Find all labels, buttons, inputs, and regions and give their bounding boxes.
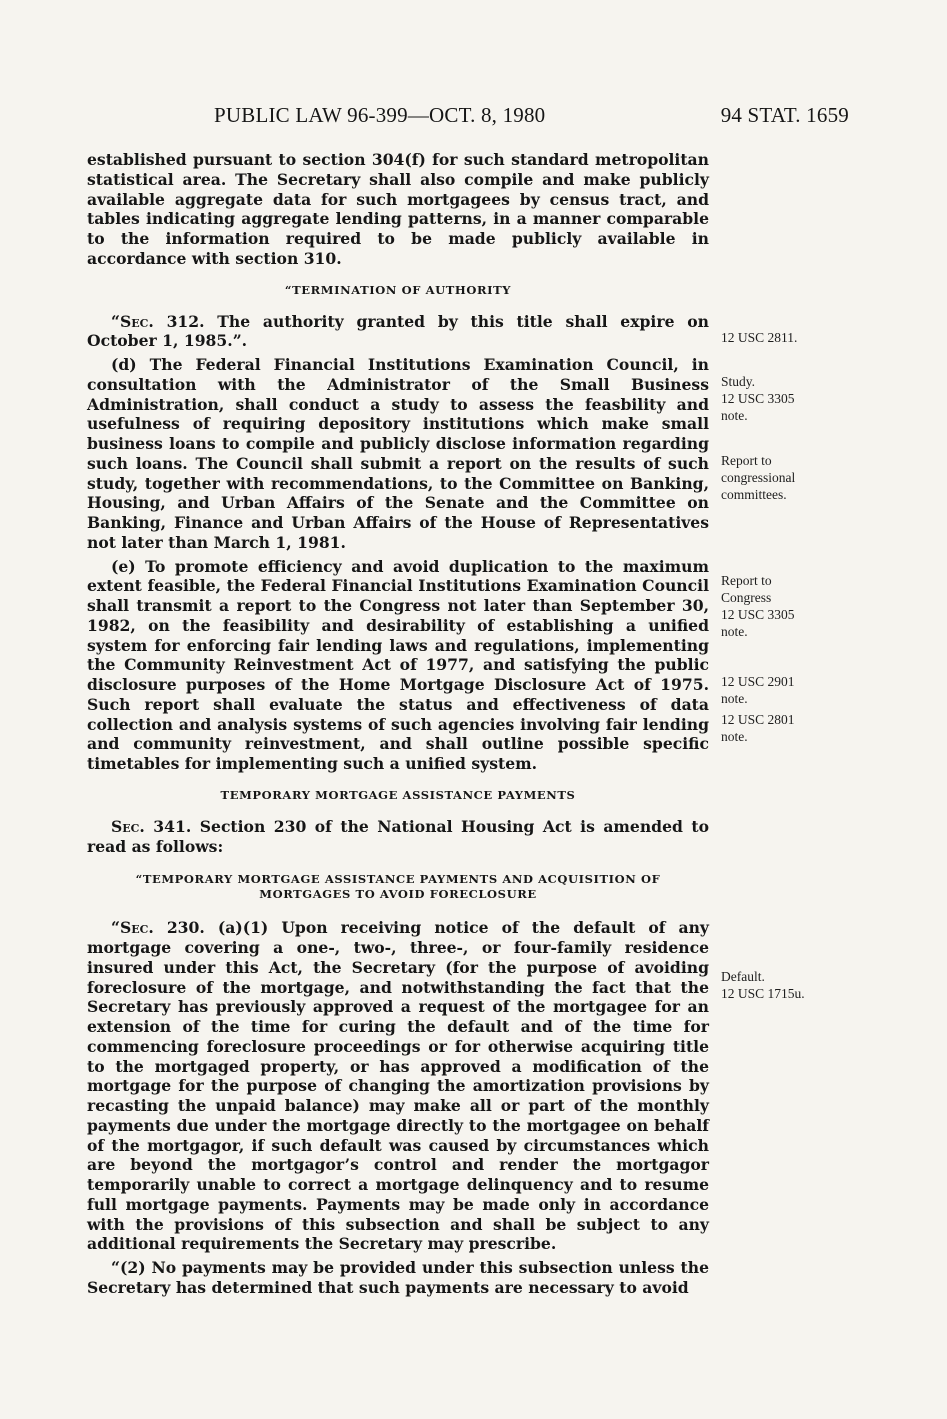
margin-note-line: note. (721, 691, 748, 706)
paragraph-text: 312. The authority granted by this title shall expire on October 1, 1985.”. (87, 311, 709, 351)
margin-note-12usc2901 (721, 673, 831, 707)
paragraph-sec-312 (87, 312, 709, 352)
margin-note-line: note. (721, 729, 748, 744)
margin-note-line: 12 USC 3305 (721, 607, 795, 622)
sec-label: Sec. (111, 816, 145, 836)
margin-note-report-committees (721, 452, 831, 503)
margin-note-line: Study. (721, 374, 756, 389)
paragraph-text: 341. Section 230 of the National Housing Act is amended to read as follows: (87, 816, 709, 856)
margin-note-line: note. (721, 624, 748, 639)
paragraph-d: (d) The Federal Financial Institutions Examination Council, in consultation with the Administrator of the Small Business Administration, shall conduct a study to assess the feasbility and usefulness of requiring depository institutions which make small business loans to compile and publicly disclose information regarding such loans. The Council shall submit a report on the results of such study, together with recommendations, to the Committee on Banking, Housing, and Urban Affairs of the Senate and the Committee on Banking, Finance and Urban Affairs of the House of Representatives not later than March 1, 1981. (87, 355, 709, 552)
paragraph-e: (e) To promote efficiency and avoid duplication to the maximum extent feasible, the Federal Financial Institutions Examination Council shall transmit a report to the Congress not later than September 30, 1982, on the feasibility and desirability of establishing a unified system for enforcing fair lending laws and regulations, implementing the Community Reinvestment Act of 1977, and satisfying the public disclosure purposes of the Home Mortgage Disclosure Act of 1975. Such report shall evaluate the status and effectiveness of data collection and analysis systems of such agencies involving fair lending and community reinvestment, and shall outline possible specific timetables for implementing such a unified system. (87, 556, 709, 773)
paragraph-sec-341 (87, 817, 709, 857)
margin-note-line: 12 USC 1715u. (721, 986, 805, 1001)
section-heading-termination: “TERMINATION OF AUTHORITY (284, 282, 512, 297)
section-heading-acquisition (87, 872, 709, 902)
paragraph-sec-230 (87, 918, 709, 1254)
margin-note-line: 12 USC 2901 (721, 674, 795, 689)
margin-note-line: Congress (721, 590, 772, 605)
margin-note-line: Report to (721, 573, 772, 588)
margin-note-line: committees. (721, 487, 787, 502)
margin-note-default (721, 968, 831, 1002)
heading-line: “TEMPORARY MORTGAGE ASSISTANCE PAYMENTS AND ACQUISITION OF (135, 872, 661, 887)
header-stat-page: 94 STAT. 1659 (720, 103, 849, 127)
paragraph-a2: “(2) No payments may be provided under this subsection unless the Secretary has determined that such payments are necessary to avoid (87, 1258, 709, 1297)
margin-note-line: congressional (721, 470, 796, 485)
margin-note-line: 12 USC 2811. (721, 330, 798, 345)
heading-line: MORTGAGES TO AVOID FORECLOSURE (259, 887, 537, 902)
header-title: PUBLIC LAW 96-399—OCT. 8, 1980 (214, 103, 546, 127)
margin-note-line: Default. (721, 969, 765, 984)
body-text (87, 150, 709, 1298)
margin-note-line: 12 USC 3305 (721, 391, 795, 406)
margin-note-line: Report to (721, 453, 772, 468)
paragraph-text: 230. (a)(1) Upon receiving notice of the default of any mortgage covering a one-, two-, three-, or four-family residence insured under this Act, the Secretary (for the purpose of avoiding foreclosure of the mortgage, and notwithstanding the fact that the Secretary has previously approved a request of the mortgagee for an extension of the time for curing the default and of the time for commencing foreclosure proceedings or for otherwise acquiring title to the mortgaged property, or has approved a modification of the mortgage for the purpose of changing the amortization provisions by recasting the unpaid balance) may make all or part of the monthly payments due under the mortgage directly to the mortgagee on behalf of the mortgagor, if such default was caused by circumstances which are beyond the mortgagor’s control and render the mortgagor temporarily unable to correct a mortgage delinquency and to resume full mortgage payments. Payments may be made only in accordance with the provisions of this subsection and shall be subject to any additional requirements the Secretary may prescribe. (87, 918, 709, 1254)
page-header (87, 103, 849, 133)
sec-label: “Sec. (111, 918, 154, 938)
margin-note-12usc2811 (721, 329, 831, 346)
paragraph-continuation: established pursuant to section 304(f) for such standard metropolitan statistical area. The Secretary shall also compile and make publicly available aggregate data for such mortgagees by census tract, and tables indicating aggregate lending patterns, in a manner comparable to the information required to be made publicly available in accordance with section 310. (87, 150, 709, 268)
margin-note-line: note. (721, 408, 748, 423)
margin-note-line: 12 USC 2801 (721, 712, 795, 727)
margin-note-report-congress (721, 572, 831, 640)
margin-note-12usc2801 (721, 711, 831, 745)
sec-label: “Sec. (111, 311, 154, 331)
margin-note-study (721, 373, 831, 424)
section-heading-temporary-mortgage: TEMPORARY MORTGAGE ASSISTANCE PAYMENTS (220, 787, 576, 802)
